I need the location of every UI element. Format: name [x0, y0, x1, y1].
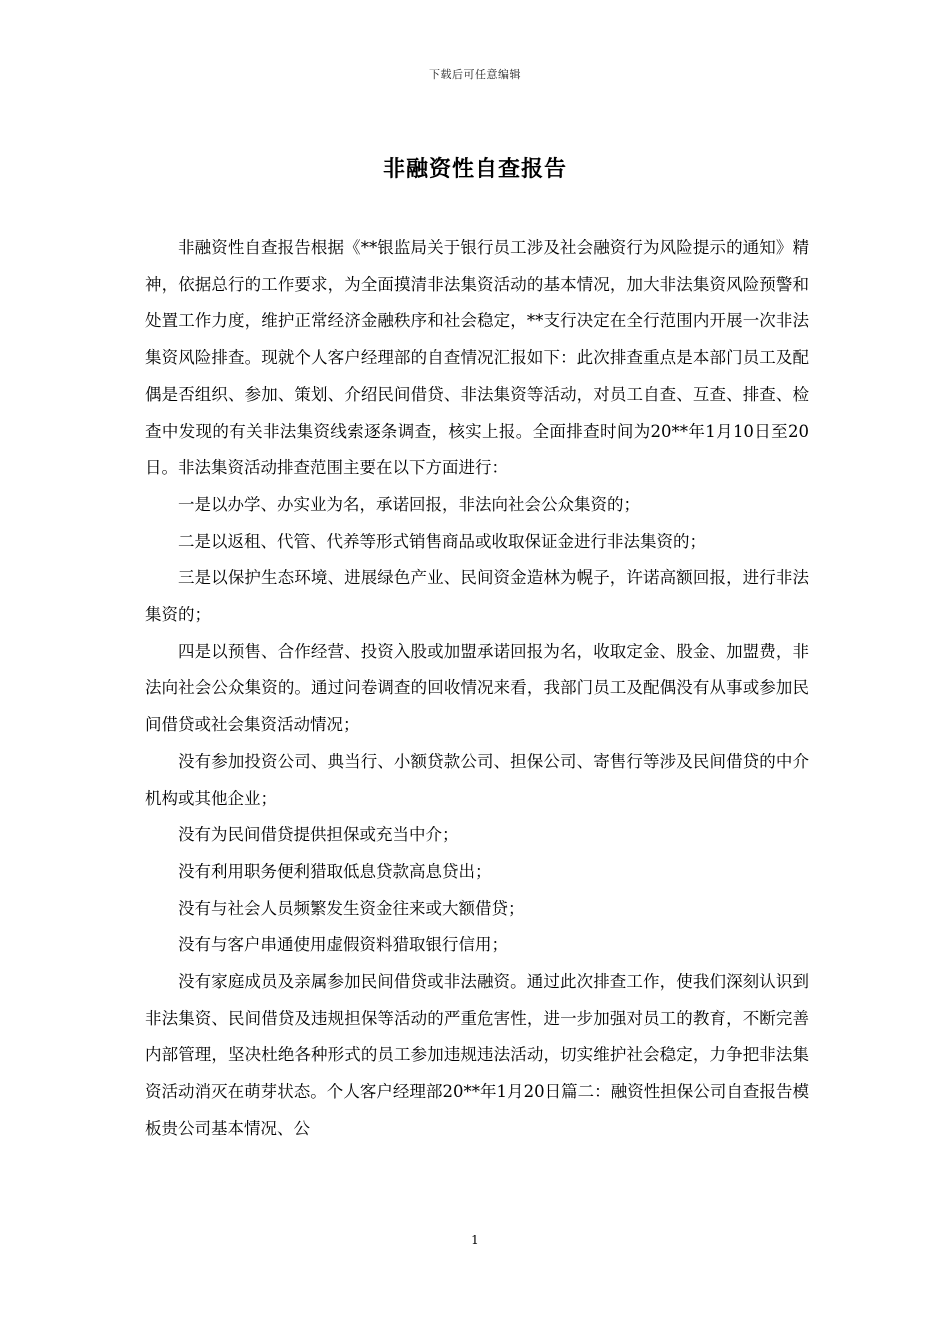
header-note: 下载后可任意编辑	[429, 68, 521, 81]
body-paragraph: 没有家庭成员及亲属参加民间借贷或非法融资。通过此次排查工作，使我们深刻认识到非法集资、民间借贷及违规担保等活动的严重危害性，进一步加强对员工的教育，不断完善内部管理，坚决杜绝各种形式的员工参加违规违法活动，切实维护社会稳定，力争把非法集资活动消灭在萌芽状态。个人客户经理部20**年1月20日篇二：融资性担保公司自查报告模板贵公司基本情况、公	[145, 972, 809, 1138]
body-paragraph: 三是以保护生态环境、进展绿色产业、民间资金造林为幌子，许诺高额回报，进行非法集资的；	[145, 568, 809, 625]
body-paragraph: 四是以预售、合作经营、投资入股或加盟承诺回报为名，收取定金、股金、加盟费，非法向社会公众集资的。通过问卷调查的回收情况来看，我部门员工及配偶没有从事或参加民间借贷或社会集资活动情况；	[145, 641, 809, 735]
body-paragraph: 一是以办学、办实业为名，承诺回报，非法向社会公众集资的；	[178, 494, 640, 514]
body-paragraph: 非融资性自查报告根据《**银监局关于银行员工涉及社会融资行为风险提示的通知》精神，依据总行的工作要求，为全面摸清非法集资活动的基本情况，加大非法集资风险预警和处置工作力度，维护正常经济金融秩序和社会稳定，**支行决定在全行范围内开展一次非法集资风险排查。现就个人客户经理部的自查情况汇报如下：此次排查重点是本部门员工及配偶是否组织、参加、策划、介绍民间借贷、非法集资等活动，对员工自查、互查、排查、检查中发现的有关非法集资线索逐条调查，核实上报。全面排查时间为20**年1月10日至20日。非法集资活动排查范围主要在以下方面进行：	[145, 238, 809, 478]
document-title: 非融资性自查报告	[382, 157, 567, 182]
body-paragraph: 没有利用职务便利猎取低息贷款高息贷出；	[178, 861, 492, 881]
body-paragraph: 没有与客户串通使用虚假资料猎取银行信用；	[178, 935, 508, 955]
page-number: 1	[471, 1233, 479, 1247]
body-paragraph: 没有为民间借贷提供担保或充当中介；	[178, 825, 459, 845]
body-paragraph: 没有参加投资公司、典当行、小额贷款公司、担保公司、寄售行等涉及民间借贷的中介机构或其他企业；	[145, 751, 809, 808]
document-body	[145, 230, 809, 1148]
body-paragraph: 二是以返租、代管、代养等形式销售商品或收取保证金进行非法集资的；	[178, 531, 706, 551]
body-paragraph: 没有与社会人员频繁发生资金往来或大额借贷；	[178, 898, 525, 918]
